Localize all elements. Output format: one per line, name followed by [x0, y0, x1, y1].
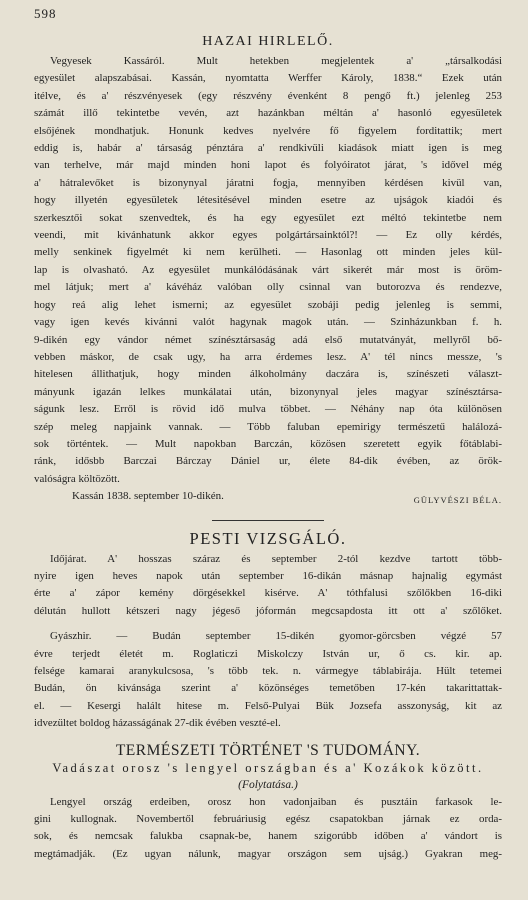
section-title-termeszeti-tortenet: TERMÉSZETI TÖRTÉNET 'S TUDOMÁNY.	[115, 741, 421, 759]
paragraph-weather	[34, 551, 502, 621]
text-line: itélve, és a' részvényesek (egy részvény évenként 8 pengő ft.) jelenleg 253	[34, 89, 502, 102]
text-line: elsőjének mondhatjuk. Honunk kedves nyelvére fő figyelem forditattik; mert	[34, 124, 502, 137]
text-line: vagy igen kevés kivánni valót hagynak magok után. — Szinházunkban f. h.	[34, 316, 502, 329]
text-line: évre terjedt életét m. Roglaticzi Miskolczy István ur, ő cs. kir. ap.	[34, 647, 502, 660]
text-line: idvezültet boldog házasságának 27-dik évében veszté-el.	[34, 717, 281, 730]
text-line: szerkesztői sokat szenvedtek, és ha egy egyesület ezt méltó tekintetbe nem	[34, 211, 502, 224]
text-line: Gyászhir. — Budán september 15-dikén gyomor-görcsben végzé 57	[50, 630, 502, 643]
text-line: melly senkinek figyelmét ki nem kerülheti. — Hasonlag ott minden jeles kül-	[34, 246, 502, 259]
text-line: délután hullott kétszeri nagy jégeső jóformán megcsapdosta itt ott a' szőlőket.	[34, 604, 502, 617]
section-divider	[212, 520, 324, 521]
author-signature: GÜLYVÉSZI BÉLA.	[413, 495, 502, 506]
page-number: 598	[34, 6, 57, 21]
text-line: mányunk igazán lelkes munkálatai után, bizonynyal jeles magyar színésztársa-	[34, 385, 502, 398]
dateline-row	[34, 488, 502, 509]
text-line: van terhelve, már majd minden honi lapot és folyóiratot járat, 's idővel még	[34, 159, 502, 172]
text-line: sok, és nemcsak falukba csapnak-be, hanem szigorúbb időben a' vándort is	[34, 830, 502, 843]
text-line: valóságra költözött.	[34, 472, 120, 485]
text-line: sok történtek. — Mult napokban Barczán, közösen szeretett egyik főtáblabi-	[34, 437, 502, 450]
text-line: nyire igen heves napok után september 16-dikán másnap hajnalig egymást	[34, 569, 502, 582]
text-line: érte a' zápor kemény dörgésekkel kisérve. A' tóthfalusi szőlőkben 16-diki	[34, 587, 502, 600]
article-body	[34, 53, 502, 510]
text-line: el. — Kesergi halált hitese m. Felső-Pulyai Bük Jozsefa asszonyság, kit az	[34, 699, 502, 712]
dateline: Kassán 1838. september 10-dikén.	[72, 490, 224, 503]
article-subtitle: Vadászat orosz 's lengyel országban és a' Kozákok között.	[52, 760, 484, 775]
paragraph-obituary	[34, 628, 502, 732]
text-line: hitelesen állithatjuk, hogy minden álkoholmány daczára is, színészeti választ-	[34, 368, 502, 381]
text-line: a' hátralevőket is bizonynyal járatni fogja, mennyiben kérdésen kivül van,	[34, 176, 502, 189]
text-line: eddig is, habár a' társaság pénztára a' rendkivüli kiadások miatt igen is meg	[34, 142, 502, 155]
text-line: ságunk lesz. Erről is rövid idő mulva többet. — Néhány nap óta különösen	[34, 403, 502, 416]
text-line: Időjárat. A' hosszas száraz és september 2-tól kezdve tartott több-	[50, 552, 502, 565]
text-line: mel látjuk; mert a' kávéház valóban olly csinnal van butorozva és rendezve,	[34, 281, 502, 294]
paragraph-gap	[34, 620, 502, 628]
text-line: megtámadják. (Ez ugyan nálunk, magyar országon sem ujság.) Gyakran meg-	[34, 847, 502, 860]
text-line: ránk, idősbb Barczai Bárczay Dániel ur, élete 84-dik évében, az örök-	[34, 455, 502, 468]
text-line: Lengyel ország erdeiben, orosz hon vadonjaiban és pusztáin farkasok le-	[50, 795, 502, 808]
text-line: felsége kamarai aranykulcsosa, 's több tek. n. vármegye táblabirája. Hült tetemei	[34, 665, 502, 677]
text-line: szép meleg napjaink vannak. — Több faluban epemirigy természetű halálozá-	[34, 420, 502, 433]
text-line: gini kullognak. Novembertől februáriusig egész csapatokban járnak ez orda-	[34, 813, 502, 826]
text-line: lap is olvasható. Az egyesület munkálódásának várt sikerét már most is öröm-	[34, 263, 502, 276]
section-title-pesti-vizsgalo: PESTI VIZSGÁLÓ.	[189, 528, 347, 548]
text-line: egyesület alapszabásai. Kassán, nyomtatta Werffer Károly, 1838.“ Ezek után	[34, 72, 502, 85]
text-line: veendi, mit kivánhatunk akkor egyes polgártársainktól?! — Ez olly kérdés,	[34, 229, 502, 242]
article-body-hunting	[34, 794, 502, 864]
text-line: számát illő tekintetbe vevén, azt hazánkban méltán a' hasonló egyesületek	[34, 107, 502, 120]
text-line: hogy illyetén egyesületek létesitésével minden esetre az ujságok kiadói és	[34, 194, 502, 207]
section-title-hazai-hirlelo: HAZAI HIRLELŐ.	[202, 34, 334, 49]
text-line: Vegyesek Kassáról. Mult hetekben megjelentek a' „társalkodási	[50, 55, 502, 67]
text-line: hogy reá alig lehet ismerni; az egyesület szobáji pedig jelenleg is semmi,	[34, 298, 502, 311]
text-line: 9-dikén egy vándor német színésztársaság adá első mutatványát, mellyről bő-	[34, 333, 502, 346]
text-line: vebben máskor, de csak ugy, ha arra érdemes lesz. A' tél nincs messze, 's	[34, 350, 502, 363]
text-line: Budán, ön kivánsága szerint a' közönséges temetőben 17-kén takarittattak-	[34, 682, 502, 695]
continuation-note: (Folytatása.)	[238, 778, 298, 791]
